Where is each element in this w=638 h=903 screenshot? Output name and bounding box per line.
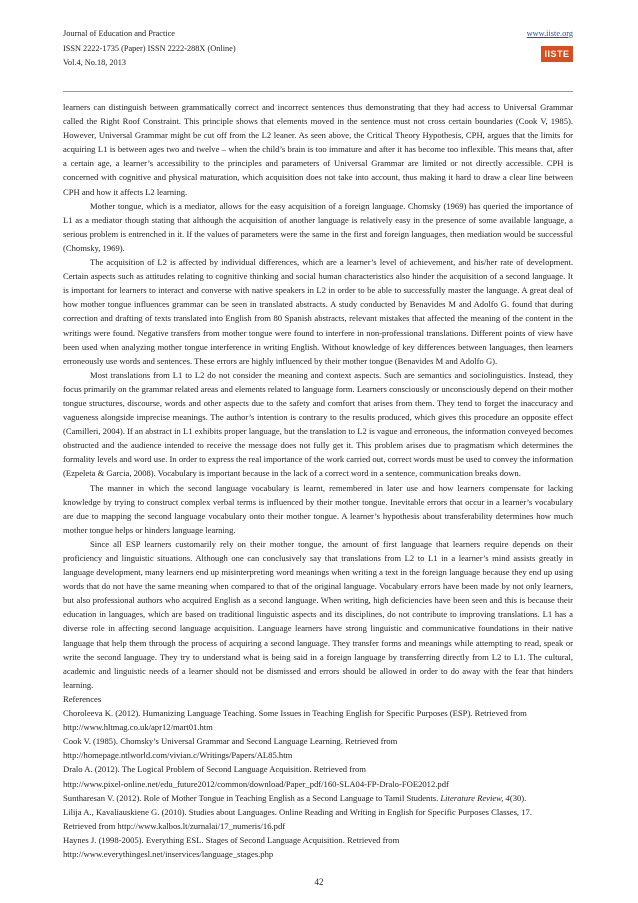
reference-issue: (30). [509,792,527,803]
header-divider [63,91,573,92]
reference-journal: Literature Review, 4 [440,792,510,803]
journal-url-link[interactable]: www.iiste.org [526,29,573,38]
reference-text: Suntharesan V. (2012). Role of Mother Tongue in Teaching English as a Second Language to Tamil Students. [63,792,439,803]
body-paragraph-5: The manner in which the second language vocabulary is learnt, remembered in later use and how learners compensate for lacking knowledge by trying to construct complex verbal terms is influenced by their mother tongue. Inevitable errors that occur in a learner’s vocabulary are due to mapping the second language vocabulary onto their mother tongue. A learner’s hypothesis about transferability determines how much mother tongue helps or hinders language learning. [63,482,573,535]
reference-url-link[interactable]: http://www.pixel-online.net/edu_future2012/common/download/Paper_pdf/160-SLA04-FP-Dralo-FOE2012.pdf [63,778,449,789]
body-paragraph-2: Mother tongue, which is a mediator, allows for the easy acquisition of a foreign language. Chomsky (1969) has queried the importance of L1 as a mediator though stating that although the acquisition of another language is relatively easy in the presence of some available language, a serious problem is entrenched in it. If the values of parameters were the same in the first and foreign languages, then mediation would be successful (Chomsky, 1969). [63,200,573,253]
reference-text: Choroleeva K. (2012). Humanizing Language Teaching. Some Issues in Teaching English for Specific Purposes (ESP). Retrieved from [63,708,527,719]
body-paragraph-1: learners can distinguish between grammatically correct and incorrect sentences thus demonstrating that they had access to Universal Grammar called the Right Roof Constraint. This principle shows that elements moved in the sentence must not cross certain boundaries (Cook V, 1985). However, Universal Grammar might be cut off from the L2 leaner. As seen above, the Critical Theory Hypothesis, CPH, argues that the limits for acquiring L1 is between ages two and twelve – when the child’s brain is too immature and after it has become too inflexible. This means that, after a certain age, a learner’s accessibility to the principles and parameters of Universal Grammar are limited or not directly accessible. CPH is concerned with cognitive and physical maturation, which acquisition does not take into account, thus making it hard to draw a clear line between CPH and how it affects L2 learning. [63,102,573,197]
reference-item [63,791,573,805]
reference-url-link[interactable]: http://www.hltmag.co.uk/apr12/mart01.htm [63,722,213,733]
reference-url-link[interactable]: http://www.everythingesl.net/inservices/language_stages.php [63,848,274,859]
reference-text: Dralo A. (2012). The Logical Problem of Second Language Acquisition. Retrieved from [63,764,366,775]
reference-text: Haynes J. (1998-2005). Everything ESL. Stages of Second Language Acquisition. Retrieved from [63,834,400,845]
references-section [63,692,573,861]
reference-url-link[interactable]: http://homepage.ntlworld.com/vivian.c/Writings/Papers/AL85.htm [63,750,293,761]
reference-text: Cook V. (1985). Chomsky’s Universal Grammar and Second Language Learning. Retrieved from [63,736,398,747]
reference-item [63,762,573,790]
reference-text: Lilija A., Kavaliauskiene G. (2010). Studies about Languages. Online Reading and Writing in English for Specific Purposes Classes, 17. [63,806,532,817]
references-heading: References [63,693,102,704]
reference-item [63,833,573,861]
iiste-logo: IISTE [541,46,573,62]
reference-url-link[interactable]: Retrieved from http://www.kalbos.lt/zurnalai/17_numeris/16.pdf [63,820,286,831]
article-body [63,100,573,861]
body-paragraph-3: The acquisition of L2 is affected by individual differences, which are a learner’s level of achievement, and his/her rate of development. Certain aspects such as attitudes relating to cognitive thinking and social human characteristics also hinder the acquisition of a second language. It is important for learners to interact and converse with native speakers in L2 in order to be able to successfully master the language. A great deal of how mother tongue influences grammar can be seen in translated abstracts. A study conducted by Benavides M and Adolfo G. found that during correction and drafting of texts translated into English from 80 Spanish abstracts, relevant mistakes that affected the meaning of the content in the writings were found. Negative transfers from mother tongue were found to interfere in non-professional translations. Different points of view have been used when analyzing mother tongue interference in writing English. Without knowledge of key differences between languages, then learners erroneously use words and sentences. These errors are highly influenced by their mother tongue (Benavides M and Adolfo G). [63,257,573,366]
running-header [63,27,573,71]
body-paragraph-4: Most translations from L1 to L2 do not consider the meaning and context aspects. Such are semantics and sociolinguistics. Instead, they focus primarily on the grammar related areas and elements related to language form. Learners consciously or unconsciously depend on their mother tongue structures, discourse, words and other aspects due to the safety and comfort that arises from them. They tend to forget the inaccuracy and vagueness alongside imprecise meanings. The author’s intention is contrary to the results produced, which gives this procedure an opposite effect (Camilleri, 2004). If an abstract in L1 exhibits proper language, but the translation to L2 is vague and erroneous, the information conveyed becomes obstructed and the audience intended to receive the message does not fully get it. This problem arises due to pragmatism which determines the formality levels and word use. In order to express the real importance of the work carried out, correct words must be used to convey the information (Ezpeleta & Garcia, 2008). Vocabulary is important because in the lack of a correct word in a sentence, communication breaks down. [63,369,573,479]
body-paragraph-6: Since all ESP learners customarily rely on their mother tongue, the amount of first language that learners require depends on their proficiency and linguistic situations. Although one can conclusively say that translations from L2 to L1 in a learner’s mind assists greatly in language development, many learners end up misinterpreting word meanings when writing a text in the foreign language because they end up using words that do not have the same meaning when compared to that of the original language. Vocabulary errors have been made by not only learners, but also professional authors who acquired English as a second language. When writing, high deficiencies have been seen and this is because their education in languages, which are based on traditional linguistic aspects and its disciplines, do not contribute to improving translations. L1 has a diverse role in affecting second language acquisition. Language learners have strong linguistic and communicative foundations in their native language that help them through the process of acquiring a second language. They transfer forms and meanings while attempting to read, speak or write the second language. They try to understand what is being said in a foreign language by transferring directly from L2 to L1. The cultural, academic and linguistic needs of a learner should not be dismissed and errors should be allowed in order to do away with the fear that hinders learning. [63,538,573,690]
reference-item [63,805,573,833]
page-number: 42 [314,877,324,887]
issn-line: ISSN 2222-1735 (Paper) ISSN 2222-288X (Online) [63,43,236,53]
journal-name: Journal of Education and Practice [63,29,175,38]
reference-item [63,706,573,734]
volume-line: Vol.4, No.18, 2013 [63,58,126,67]
reference-item [63,734,573,762]
